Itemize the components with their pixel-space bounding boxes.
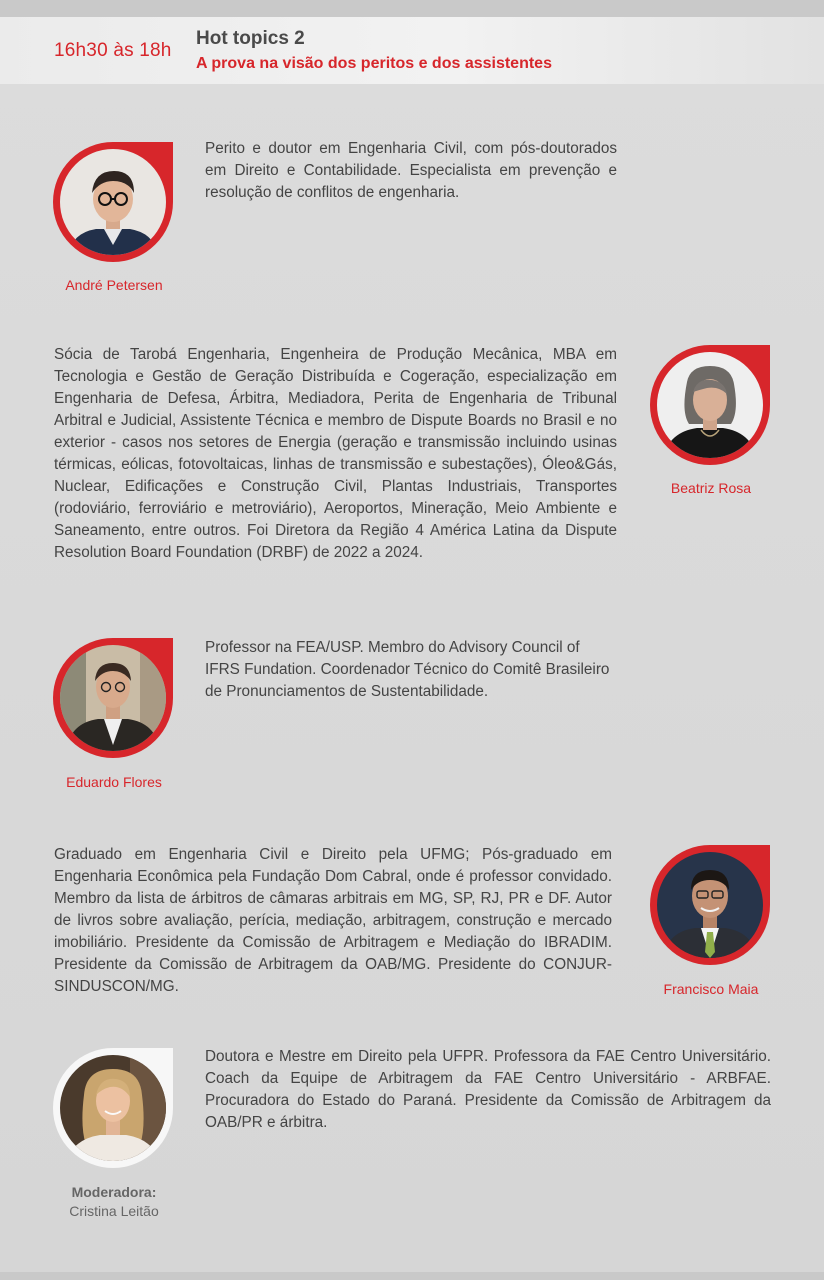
- speaker-name: André Petersen: [65, 277, 163, 293]
- moderator-photo-cristina-leitao: [53, 1048, 173, 1168]
- portrait-man-tie-icon: [657, 852, 763, 958]
- portrait-man-suit-icon: [60, 645, 166, 751]
- speaker-photo-andre-petersen: [53, 142, 173, 262]
- moderator-label: Moderadora:: [71, 1184, 157, 1200]
- portrait-man-glasses-icon: [60, 149, 166, 255]
- speaker-photo-beatriz-rosa: [650, 345, 770, 465]
- speaker-bio: Sócia de Tarobá Engenharia, Engenheira de Produção Mecânica, MBA em Tecnologia e Gestão de Geração Distribuída e Cogeração, especialização em Engenharia de Defesa, Árbitra, Mediadora, Perita de Engenharia de Tribunal Arbitral e Judicial, Assistente Técnica e membro de Dispute Boards no Brasil e no exterior - casos nos setores de Energia (geração e transmissão incluindo usinas térmicas, eólicas, fotovoltaicas, linhas de transmissão e subestações), Óleo&Gás, Nuclear, Edificações e Construção Civil, Plantas Industriais, Transportes (rodoviário, ferroviário e metroviário), Aeroportos, Mineração, Meio Ambiente e Saneamento, entre outros. Foi Diretora da Região 4 América Latina da Dispute Resolution Board Foundation (DRBF) de 2022 a 2024.: [54, 346, 617, 561]
- speaker-name: Francisco Maia: [663, 981, 759, 997]
- session-time: 16h30 às 18h: [54, 40, 172, 61]
- speaker-name: Beatriz Rosa: [670, 480, 752, 496]
- speaker-bio: Graduado em Engenharia Civil e Direito pela UFMG; Pós-graduado em Engenharia Econômica pela Fundação Dom Cabral, onde é professor convidado. Membro da lista de árbitros de câmaras arbitrais em MG, SP, RJ, PR e DF. Autor de livros sobre avaliação, perícia, mediação, arbitragem, construção e mercado imobiliário. Presidente da Comissão de Arbitragem e Mediação do IBRADIM. Presidente da Comissão de Arbitragem da OAB/MG. Presidente do CONJUR-SINDUSCON/MG.: [54, 846, 612, 995]
- speaker-photo-francisco-maia: [650, 845, 770, 965]
- portrait-woman-icon: [657, 352, 763, 458]
- speaker-photo-eduardo-flores: [53, 638, 173, 758]
- top-strip: [0, 0, 824, 17]
- portrait-woman-blonde-icon: [60, 1055, 166, 1161]
- session-header: [0, 17, 824, 84]
- session-subtitle: A prova na visão dos peritos e dos assistentes: [196, 55, 552, 72]
- speaker-bio: Perito e doutor em Engenharia Civil, com pós-doutorados em Direito e Contabilidade. Especialista em prevenção e resolução de conflitos de engenharia.: [205, 140, 617, 201]
- speaker-bio: Professor na FEA/USP. Membro do Advisory Council of IFRS Fundation. Coordenador Técnico do Comitê Brasileiro de Pronunciamentos de Sustentabilidade.: [205, 639, 610, 700]
- session-title: Hot topics 2: [196, 28, 305, 49]
- speaker-name: Eduardo Flores: [66, 774, 162, 790]
- moderator-bio: Doutora e Mestre em Direito pela UFPR. Professora da FAE Centro Universitário. Coach da Equipe de Arbitragem da FAE Centro Universitário - ARBFAE. Procuradora do Estado do Paraná. Presidente da Comissão de Arbitragem da OAB/PR e árbitra.: [205, 1048, 771, 1131]
- bottom-strip: [0, 1272, 824, 1280]
- moderator-name: Cristina Leitão: [69, 1203, 159, 1219]
